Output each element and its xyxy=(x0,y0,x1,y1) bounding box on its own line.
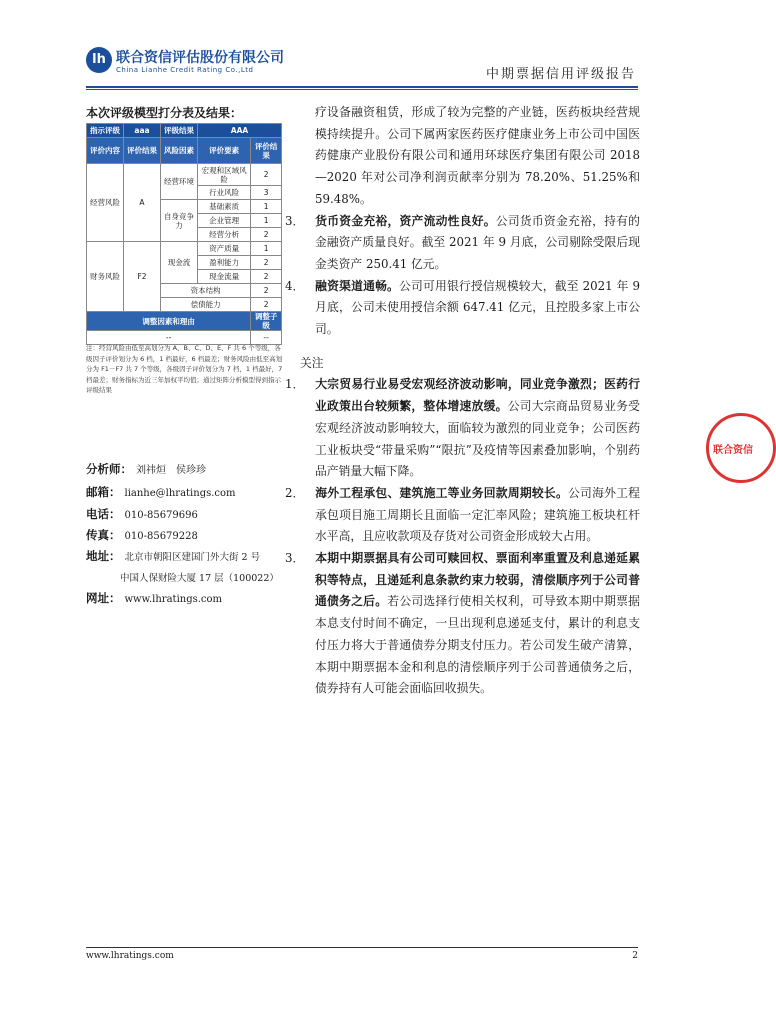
paragraph-continued: 疗设备融资租赁，形成了较为完整的产业链，医药板块经营规模持续提升。公司下属两家医药医疗健康业务上市公司中国医药健康产业股份有限公司和通用环球医疗集团有限公司 2018—2020 年对公司净利润贡献率分别为 78.20%、51.25%和 59.48%。 xyxy=(315,105,640,206)
table-note: 注：经营风险由低至高划分为 A、B、C、D、E、F 共 6 个等级，各级因子评价划分为 6 档，1 档最好，6 档最差；财务风险由低至高划分为 F1－F7 共 7 个等级，各级因子评价划分为 7 档，1 档最好，7 档最差；财务指标为近三年加权平均值；通过矩阵分析模型得到指示评级结果 xyxy=(86,344,283,394)
table-header-cell: 评价要素 xyxy=(198,138,251,164)
table-cell: 资本结构 xyxy=(161,284,251,298)
rating-model-table xyxy=(86,123,282,345)
analysts-line xyxy=(86,461,206,477)
table-cell: AAA xyxy=(198,124,282,138)
item-number: 3． xyxy=(285,213,305,228)
item-heading: 大宗贸易行业易受宏观经济波动影响，同业竞争激烈；医药行业政策出台较频繁，整体增速放缓。 xyxy=(315,377,640,414)
footer-divider xyxy=(86,947,638,948)
company-logo-icon: lh xyxy=(86,47,112,73)
seal-text: 联合资信 xyxy=(713,445,753,456)
phone-value: 010-85679696 xyxy=(124,510,198,521)
web-label: 网址： xyxy=(86,591,121,605)
item-text: 公司可用银行授信规模较大，截至 2021 年 9 月底，公司未使用授信余额 647.41 亿元，且控股多家上市公司。 xyxy=(315,278,640,337)
item-number: 2． xyxy=(285,485,305,500)
table-cell: 行业风险 xyxy=(198,186,251,200)
item-heading: 货币资金充裕，资产流动性良好。 xyxy=(315,213,496,228)
report-type: 中期票据信用评级报告 xyxy=(485,67,636,82)
table-cell: 1 xyxy=(251,214,282,228)
table-cell: 指示评级 xyxy=(87,124,124,138)
company-name-en: China Lianhe Credit Rating Co.,Ltd xyxy=(116,66,254,74)
table-cell: 2 xyxy=(251,284,282,298)
table-cell: 2 xyxy=(251,256,282,270)
page-number: 2 xyxy=(632,951,638,961)
table-cell: 经营风险 xyxy=(87,164,124,242)
item-heading: 海外工程承包、建筑施工等业务回款周期较长。 xyxy=(315,485,568,500)
header-divider xyxy=(86,86,638,88)
company-name-cn: 联合资信评估股份有限公司 xyxy=(116,50,284,66)
phone-label: 电话： xyxy=(86,507,121,521)
analysts-label: 分析师： xyxy=(86,462,132,476)
address-value-1: 北京市朝阳区建国门外大街 2 号 xyxy=(124,552,261,563)
table-cell: aaa xyxy=(124,124,161,138)
table-cell: 现金流 xyxy=(161,242,198,284)
item-text: 公司海外工程承包项目施工周期长且面临一定汇率风险；建筑施工板块杠杆水平高，且应收款项及存货对公司资金形成较大占用。 xyxy=(315,485,640,544)
table-cell: A xyxy=(124,164,161,242)
item-text: 公司大宗商品贸易业务受宏观经济波动影响较大，面临较为激烈的同业竞争；公司医药工业板块受“带量采购”“限抗”及疫情等因素叠加影响，个别药品产销量大幅下降。 xyxy=(315,399,640,479)
item-text: 若公司选择行使相关权利，可导致本期中期票据本息支付时间不确定，一旦出现利息递延支付，累计的利息支付压力将大于普通债券分期支付压力。若公司发生破产清算，本期中期票据本金和利息的清偿顺序列于公司普通债务之后，债券持有人可能会面临回收损失。 xyxy=(315,594,640,696)
item-heading: 融资渠道通畅。 xyxy=(315,278,400,293)
address-line xyxy=(86,548,260,564)
table-cell: 宏观和区域风险 xyxy=(198,164,251,186)
concern-item-2 xyxy=(285,483,640,548)
table-cell: 企业管理 xyxy=(198,214,251,228)
item-heading: 本期中期票据具有公司可赎回权、票面利率重置及利息递延累积等特点，且递延利息条款约束力较弱，清偿顺序列于公司普通债务之后。 xyxy=(315,551,640,609)
concern-item-1 xyxy=(285,374,640,483)
email-line xyxy=(86,484,236,500)
body-text xyxy=(285,102,640,700)
rating-section-title: 本次评级模型打分表及结果： xyxy=(86,106,243,120)
company-seal-stamp xyxy=(706,413,776,483)
strength-item-4 xyxy=(285,276,640,341)
item-number: 1． xyxy=(285,377,305,392)
table-cell: 现金流量 xyxy=(198,270,251,284)
table-cell: 资产质量 xyxy=(198,242,251,256)
table-header-cell: 评价结果 xyxy=(124,138,161,164)
table-cell: F2 xyxy=(124,242,161,312)
concern-item-3 xyxy=(285,548,640,700)
table-header-cell: 调整子级 xyxy=(251,312,282,331)
table-cell: 2 xyxy=(251,164,282,186)
table-cell: 1 xyxy=(251,242,282,256)
table-cell: 自身竞争力 xyxy=(161,200,198,242)
phone-line xyxy=(86,506,198,522)
footer-url[interactable]: www.lhratings.com xyxy=(86,951,174,961)
fax-label: 传真： xyxy=(86,528,121,542)
table-cell: 财务风险 xyxy=(87,242,124,312)
table-cell: -- xyxy=(87,331,251,345)
table-cell: 1 xyxy=(251,200,282,214)
web-value[interactable]: www.lhratings.com xyxy=(124,594,223,605)
email-label: 邮箱： xyxy=(86,485,121,499)
website-line xyxy=(86,590,222,606)
item-number: 3． xyxy=(285,551,305,566)
table-header-cell: 评价结果 xyxy=(251,138,282,164)
email-value[interactable]: lianhe@lhratings.com xyxy=(124,488,236,499)
item-number: 4． xyxy=(285,278,305,293)
table-cell: 2 xyxy=(251,270,282,284)
strength-item-3 xyxy=(285,211,640,276)
table-cell: 盈利能力 xyxy=(198,256,251,270)
address-value-2: 中国人保财险大厦 17 层（100022） xyxy=(120,573,279,584)
table-cell: -- xyxy=(251,331,282,345)
item-text: 公司货币资金充裕，持有的金融资产质量良好。截至 2021 年 9 月底，公司剔除受限后现金类资产 250.41 亿元。 xyxy=(315,213,640,271)
table-cell: 基础素质 xyxy=(198,200,251,214)
concerns-heading: 关注 xyxy=(300,355,324,370)
table-cell: 评级结果 xyxy=(161,124,198,138)
header-divider-thin xyxy=(86,89,638,90)
table-cell: 经营分析 xyxy=(198,228,251,242)
table-cell: 经营环境 xyxy=(161,164,198,200)
table-header-cell: 风险因素 xyxy=(161,138,198,164)
analysts-value: 刘祎烜 侯珍珍 xyxy=(136,465,206,476)
table-header-cell: 调整因素和理由 xyxy=(87,312,251,331)
table-cell: 3 xyxy=(251,186,282,200)
fax-line xyxy=(86,527,198,543)
table-cell: 2 xyxy=(251,298,282,312)
table-header-cell: 评价内容 xyxy=(87,138,124,164)
table-cell: 2 xyxy=(251,228,282,242)
table-cell: 偿债能力 xyxy=(161,298,251,312)
address-label: 地址： xyxy=(86,549,121,563)
fax-value: 010-85679228 xyxy=(124,531,198,542)
